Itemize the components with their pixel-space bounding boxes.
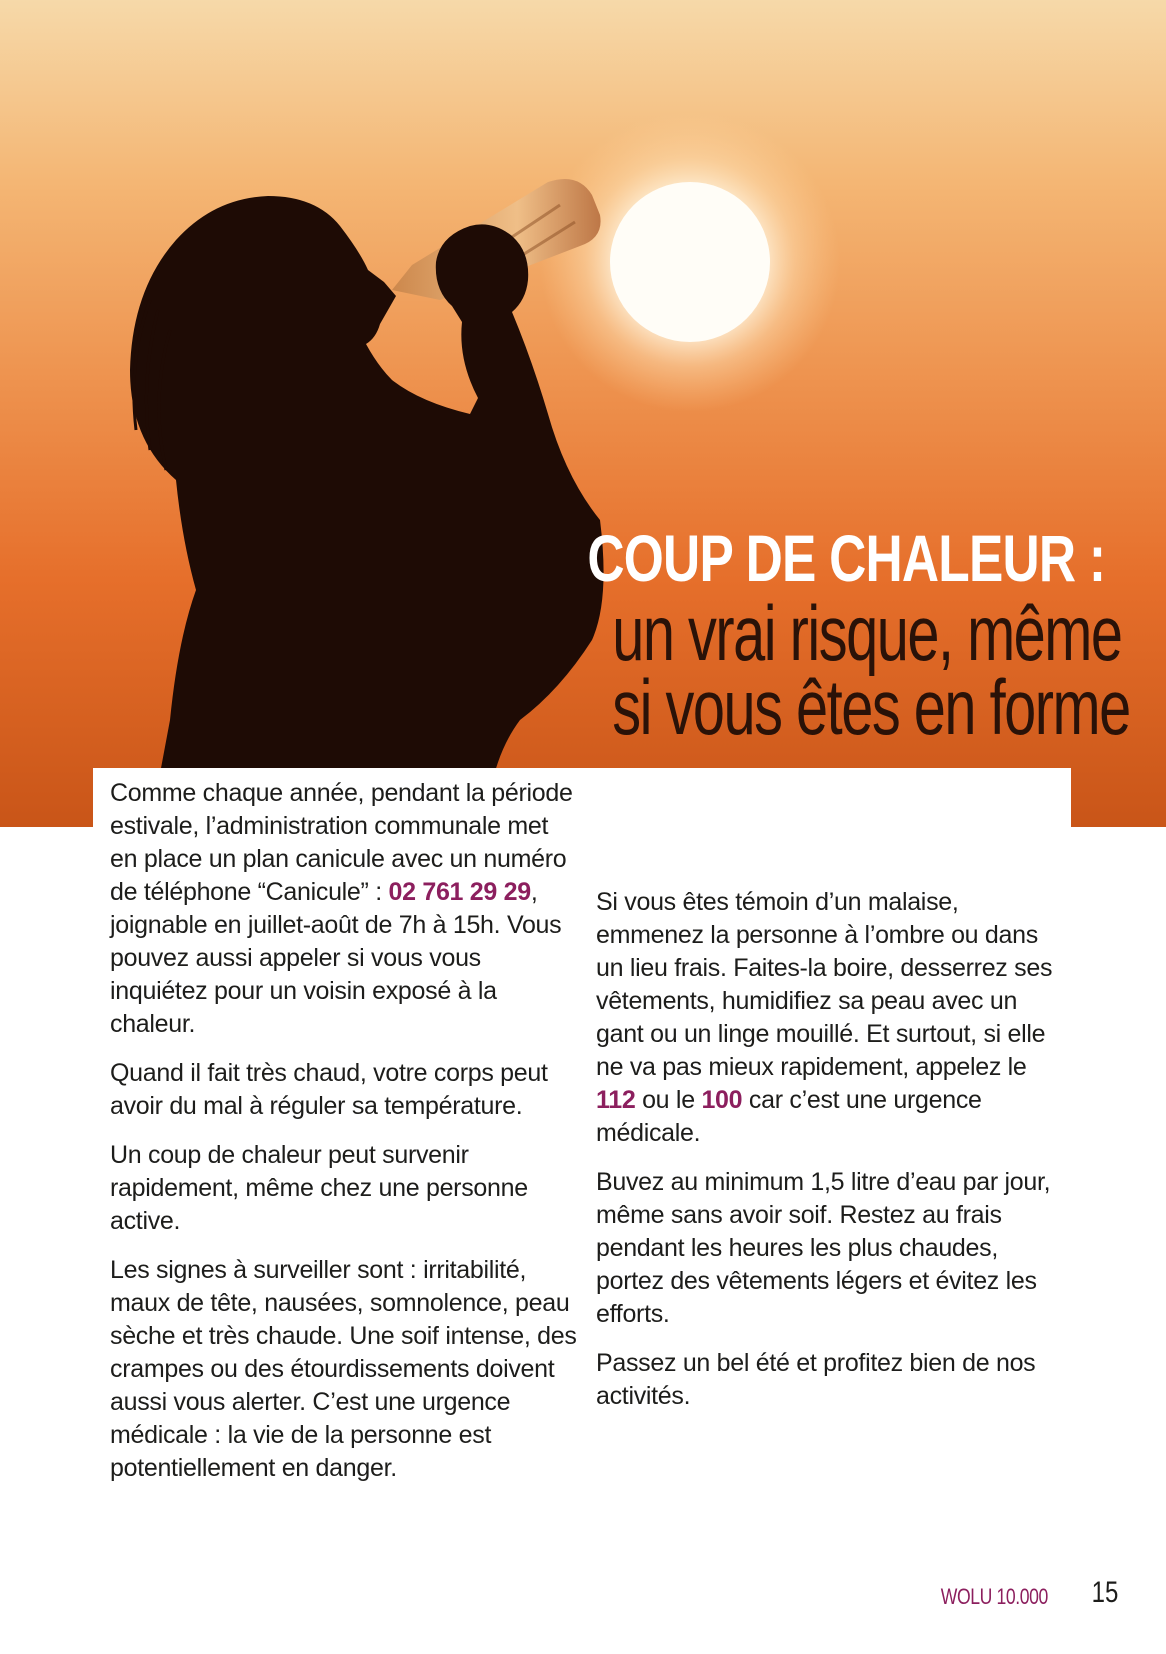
- footer-brand: WOLU 10.000: [940, 1584, 1048, 1609]
- emergency-number-112: 112: [596, 1086, 636, 1114]
- paragraph-body-temperature: Quand il fait très chaud, votre corps peut avoir du mal à réguler sa température.: [110, 1059, 548, 1120]
- paragraph-first-aid: [596, 886, 1066, 1150]
- left-column: [110, 777, 580, 1501]
- paragraph-heatstroke: Un coup de chaleur peut survenir rapidement, même chez une personne active.: [110, 1141, 528, 1235]
- paragraph-hydration: Buvez au minimum 1,5 litre d’eau par jour, même sans avoir soif. Restez au frais pendant les heures les plus chaudes, portez des vêtements légers et évitez les efforts.: [596, 1168, 1051, 1328]
- paragraph-text: Si vous êtes témoin d’un malaise, emmenez la personne à l’ombre ou dans un lieu frais. Faites-la boire, desserrez ses vêtements, humidifiez sa peau avec un gant ou un linge mouillé. Et surtout, si elle ne va pas mieux rapidement, appelez le: [596, 888, 1053, 1081]
- headline-sub-line2: si vous êtes en forme: [612, 663, 1130, 751]
- headline-sub-line1: un vrai risque, même: [612, 589, 1122, 677]
- headline: [451, 520, 1130, 751]
- paragraph-canicule: [110, 777, 580, 1041]
- paragraph-text: , joignable en juillet-août de 7h à 15h. Vous pouvez aussi appeler si vous vous inquiétez pour un voisin exposé à la chaleur.: [110, 878, 562, 1038]
- paragraph-text: Comme chaque année, pendant la période estivale, l’administration communale met en place un plan canicule avec un numéro de téléphone “Canicule” :: [110, 779, 573, 906]
- headline-main: COUP DE CHALEUR :: [587, 521, 1106, 595]
- right-column: [596, 886, 1066, 1429]
- paragraph-warning-signs: Les signes à surveiller sont : irritabilité, maux de tête, nausées, somnolence, peau sèche et très chaude. Une soif intense, des crampes ou des étourdissements doivent aussi vous alerter. C’est une urgence médicale : la vie de la personne est potentiellement en danger.: [110, 1256, 577, 1482]
- paragraph-text: car c’est une urgence médicale.: [596, 1086, 982, 1147]
- canicule-phone-number: 02 761 29 29: [388, 878, 531, 906]
- paragraph-text: ou le: [635, 1086, 702, 1114]
- sun: [610, 182, 770, 342]
- emergency-number-100: 100: [701, 1086, 743, 1114]
- page-number: 15: [1091, 1576, 1118, 1609]
- paragraph-closing: Passez un bel été et profitez bien de nos activités.: [596, 1349, 1036, 1410]
